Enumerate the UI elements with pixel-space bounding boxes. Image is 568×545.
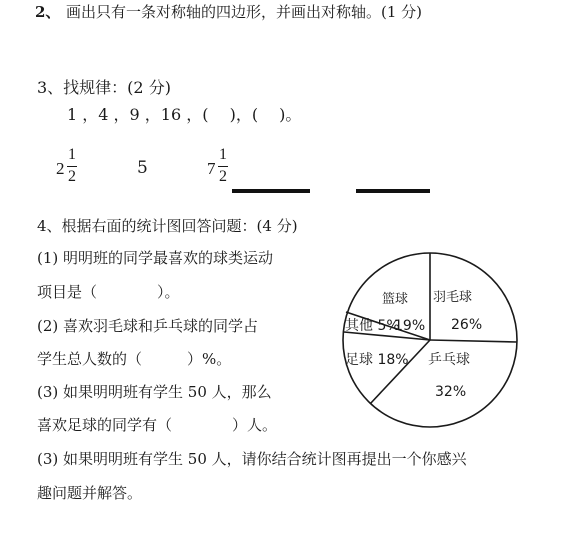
q4-line: 学生总人数的（ ）%。 [37, 350, 232, 368]
slice-value-pingpong: 32% [435, 384, 467, 400]
answer-blank-2[interactable] [356, 189, 430, 193]
slice-label-other: 其他 5% [345, 318, 400, 334]
q4-line: 项目是（ ）。 [37, 283, 180, 301]
fraction-numerator: 1 [68, 146, 76, 163]
q2-number: 2、 [35, 3, 61, 21]
fraction-denominator: 2 [219, 168, 227, 185]
slice-label-basketball: 篮球 [382, 292, 409, 307]
fraction-numerator: 1 [219, 146, 227, 163]
answer-blank-1[interactable] [232, 189, 310, 193]
q3-title: 3、找规律：(2 分) [37, 78, 171, 97]
slice-label-football: 足球 18% [345, 352, 409, 368]
q4-title: 4、根据右面的统计图回答问题：(4 分) [37, 217, 298, 235]
fraction-bar [67, 166, 77, 167]
pie-divider [370, 340, 430, 404]
q4-line: (3) 如果明明班有学生 50 人，那么 [37, 383, 272, 401]
slice-value-basketball: 19% [394, 318, 426, 334]
fraction-whole: 2 [56, 159, 65, 178]
slice-label-pingpong: 乒乓球 [428, 352, 470, 368]
middle-number: 5 [137, 158, 148, 178]
q4-line: 喜欢足球的同学有（ ）人。 [37, 416, 278, 434]
slice-label-badminton: 羽毛球 [433, 290, 473, 305]
q4-line: (1) 明明班的同学最喜欢的球类运动 [37, 249, 274, 267]
pie-chart [330, 240, 530, 440]
q2-text: 画出只有一条对称轴的四边形，并画出对称轴。(1 分) [66, 3, 423, 21]
q4-line: 趣问题并解答。 [37, 484, 143, 502]
fraction-whole: 7 [207, 159, 216, 178]
q3-sequence: 1 ，4 ，9 ，16 ，( )，( )。 [67, 105, 302, 124]
fraction-denominator: 2 [68, 168, 76, 185]
q4-line: (2) 喜欢羽毛球和乒乓球的同学占 [37, 317, 259, 335]
pie-divider [430, 340, 517, 342]
slice-value-badminton: 26% [451, 317, 483, 333]
fraction-bar [218, 166, 228, 167]
q4-line: (3) 如果明明班有学生 50 人，请你结合统计图再提出一个你感兴 [37, 450, 467, 468]
